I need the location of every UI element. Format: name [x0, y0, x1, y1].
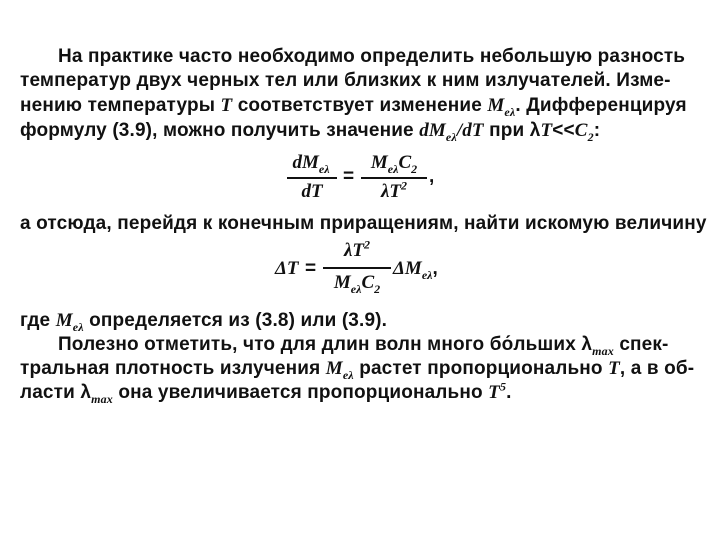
formula-1 — [285, 152, 455, 212]
symbol: C — [361, 272, 375, 293]
symbol: dT — [301, 181, 323, 202]
text: . — [506, 382, 512, 403]
text: ласти λ — [20, 382, 92, 403]
text: температур двух черных тел или близких к ним излучателей. Изме- — [20, 70, 671, 91]
text: , а в об- — [619, 358, 695, 379]
symbol-M: M — [487, 95, 505, 116]
text: при λ — [483, 120, 541, 141]
superscript: 2 — [364, 237, 371, 252]
symbol: dM — [292, 152, 319, 173]
symbol-T: T — [488, 382, 500, 403]
formula1-lhs-numerator — [285, 152, 337, 174]
fraction-bar — [361, 177, 427, 179]
subscript: eλ — [445, 129, 457, 144]
subscript: eλ — [421, 267, 433, 282]
paragraph4-line3 — [20, 379, 700, 406]
subscript: max — [91, 391, 113, 406]
symbol: C — [398, 152, 412, 173]
comma: , — [432, 258, 438, 279]
paragraph1-line2 — [20, 70, 700, 92]
formula2-denominator — [323, 272, 391, 294]
text: а отсюда, перейдя к конечным приращениям, найти искомую величину — [20, 213, 707, 234]
text: где — [20, 310, 56, 331]
subscript: eλ — [387, 161, 399, 176]
symbol: M — [370, 152, 388, 173]
paragraph1-line3 — [20, 95, 700, 117]
symbol: λT — [380, 181, 402, 202]
symbol-T: T — [220, 95, 233, 116]
text: . Дифференцируя — [515, 95, 687, 116]
text: спек- — [613, 334, 669, 355]
text: соответствует изменение — [232, 95, 488, 116]
equals-sign: = — [343, 166, 355, 187]
text: << — [552, 120, 575, 141]
symbol: ΔM — [393, 258, 422, 279]
symbol-dM: dM — [419, 120, 446, 141]
fraction-bar — [323, 267, 391, 269]
symbol: M — [333, 272, 351, 293]
subscript: 2 — [411, 161, 418, 176]
superscript: 2 — [401, 178, 408, 193]
symbol: λT — [343, 240, 365, 261]
subscript: 2 — [587, 129, 594, 144]
comma: , — [429, 166, 435, 187]
symbol-M: M — [325, 358, 343, 379]
paragraph2-line — [20, 213, 707, 235]
paragraph1-line1 — [58, 46, 700, 68]
subscript: eλ — [72, 319, 84, 334]
formula1-lhs-denominator — [285, 181, 339, 203]
fraction-bar — [287, 177, 337, 179]
subscript: eλ — [342, 367, 354, 382]
text: растет пропорционально — [353, 358, 609, 379]
formula1-rhs-numerator — [361, 152, 427, 174]
paragraph1-line4 — [20, 120, 700, 142]
formula2-tail — [393, 258, 438, 280]
symbol-dT: /dT — [456, 120, 484, 141]
formula1-rhs-denominator — [361, 178, 427, 203]
text: : — [593, 120, 601, 141]
paragraph4-line2 — [20, 358, 700, 380]
text: нению температуры — [20, 95, 221, 116]
paragraph3-line — [20, 310, 700, 332]
symbol-T: T — [608, 358, 620, 379]
subscript: eλ — [318, 161, 330, 176]
text: формулу (3.9), можно получить значение — [20, 120, 420, 141]
subscript: 2 — [374, 281, 381, 296]
text: тральная плотность излучения — [20, 358, 326, 379]
text: определяется из (3.8) или (3.9). — [83, 310, 388, 331]
symbol-T: T — [540, 120, 553, 141]
subscript: eλ — [504, 104, 516, 119]
subscript: eλ — [350, 281, 362, 296]
formula-2 — [275, 237, 475, 302]
subscript: max — [592, 343, 614, 358]
equals-sign: = — [305, 258, 317, 279]
text: она увеличивается пропорционально — [112, 382, 489, 403]
text: Полезно отметить, что для длин волн много бо́льших λ — [58, 334, 593, 355]
formula2-numerator — [323, 237, 391, 262]
paragraph4-line1 — [58, 334, 700, 356]
superscript: 5 — [499, 379, 507, 394]
symbol-C: C — [574, 120, 588, 141]
text: На практике часто необходимо определить небольшую разность — [58, 46, 686, 67]
symbol-M: M — [55, 310, 73, 331]
formula2-lhs: ΔT — [275, 258, 299, 279]
